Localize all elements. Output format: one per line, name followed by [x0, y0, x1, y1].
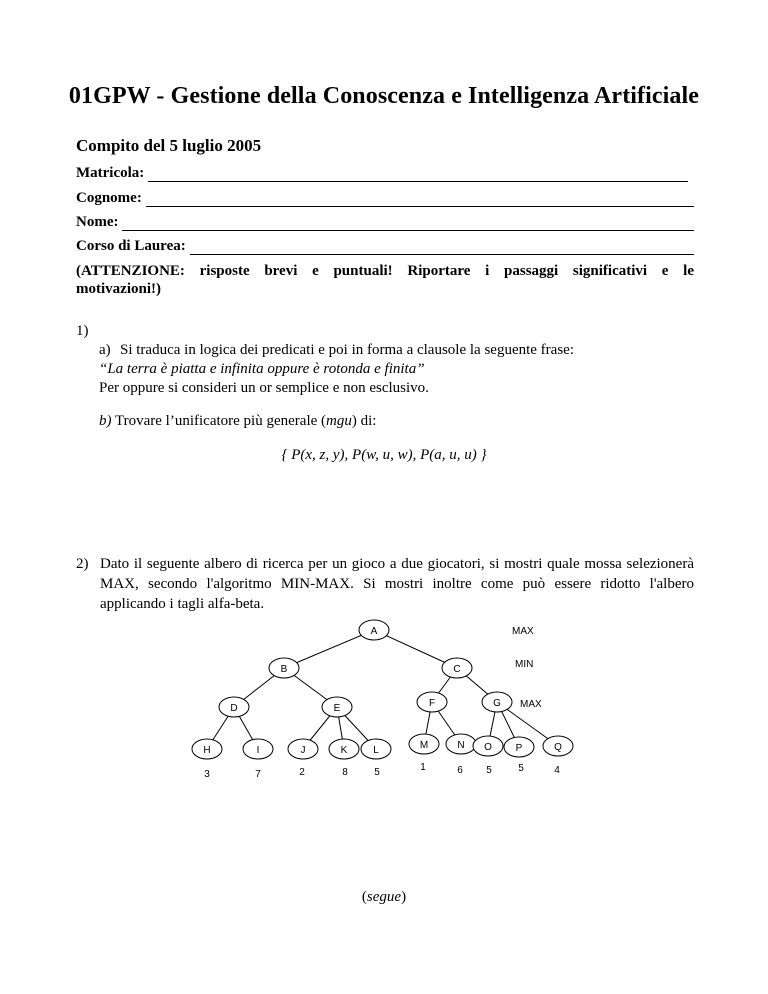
node-label-g: G — [493, 698, 501, 709]
node-label-n: N — [457, 740, 465, 751]
node-label-o: O — [484, 742, 492, 753]
attention-note: (ATTENZIONE: risposte brevi e puntuali! Riportare i passaggi significativi e le — [76, 263, 694, 279]
q2-text: Dato il seguente albero di ricerca per un gioco a due giocatori, si mostri quale mossa selezionerà MAX, secondo l'algoritmo MIN-MAX. Si mostri inoltre come può essere ridotto l'albero applicando i tagli alfa-beta. — [100, 556, 694, 612]
q2-number: 2) — [76, 556, 89, 572]
q1-number: 1) — [76, 323, 89, 339]
leaf-value-p: 5 — [518, 763, 524, 774]
node-label-a: A — [370, 626, 378, 637]
node-label-l: L — [373, 745, 379, 756]
leaf-value-h: 3 — [204, 769, 210, 780]
nome-label: Nome: — [76, 214, 119, 230]
node-label-h: H — [203, 745, 211, 756]
leaf-value-n: 6 — [457, 765, 463, 776]
matricola-label: Matricola: — [76, 165, 145, 181]
node-label-j: J — [300, 745, 306, 756]
level-label-max-1: MAX — [512, 626, 534, 637]
leaf-value-o: 5 — [486, 765, 492, 776]
level-label-min: MIN — [515, 659, 534, 670]
segue-note: (segue) — [361, 889, 407, 905]
exam-date: Compito del 5 luglio 2005 — [76, 136, 262, 155]
q1-b-label: b) — [99, 413, 112, 429]
page-title: 01GPW - Gestione della Conoscenza e Intelligenza Artificiale — [68, 83, 700, 109]
q1-or-note: Per oppure si consideri un or semplice e non esclusivo. — [99, 380, 429, 396]
q1-set: { P(x, z, y), P(w, u, w), P(a, u, u) } — [281, 447, 487, 463]
cognome-label: Cognome: — [76, 190, 142, 206]
node-label-f: F — [428, 698, 436, 709]
tree-edges — [207, 630, 558, 749]
node-label-p: P — [515, 743, 523, 754]
segue-text: segue — [366, 889, 402, 905]
leaf-value-i: 7 — [255, 769, 261, 780]
q1-quote: “La terra è piatta e infinita oppure è rotonda e finita” — [99, 361, 425, 377]
node-label-d: D — [230, 703, 238, 714]
leaf-value-m: 1 — [420, 762, 426, 773]
q1-b-mgu: mgu — [326, 413, 352, 429]
node-label-b: B — [280, 664, 288, 675]
q1-a-text: Si traduca in logica dei predicati e poi in forma a clausole la seguente frase: — [120, 342, 574, 358]
node-label-q: Q — [554, 742, 562, 753]
leaf-value-j: 2 — [299, 767, 305, 778]
attention-note-cont: motivazioni!) — [76, 281, 161, 297]
leaf-value-k: 8 — [342, 767, 348, 778]
tree-node-shapes — [192, 620, 573, 759]
node-label-i: I — [256, 745, 260, 756]
node-label-c: C — [453, 664, 461, 675]
corso-label: Corso di Laurea: — [76, 238, 186, 254]
node-label-k: K — [340, 745, 348, 756]
node-label-e: E — [333, 703, 341, 714]
q1-a-label: a) — [99, 342, 111, 358]
leaf-value-l: 5 — [374, 767, 380, 778]
q1-b-pre: Trovare l’unificatore più generale ( — [114, 413, 327, 429]
leaf-value-q: 4 — [554, 765, 560, 776]
node-label-m: M — [419, 740, 429, 751]
edge-A-B — [284, 630, 374, 668]
q1-b-post: ) di: — [351, 413, 377, 429]
level-label-max-2: MAX — [520, 699, 542, 710]
